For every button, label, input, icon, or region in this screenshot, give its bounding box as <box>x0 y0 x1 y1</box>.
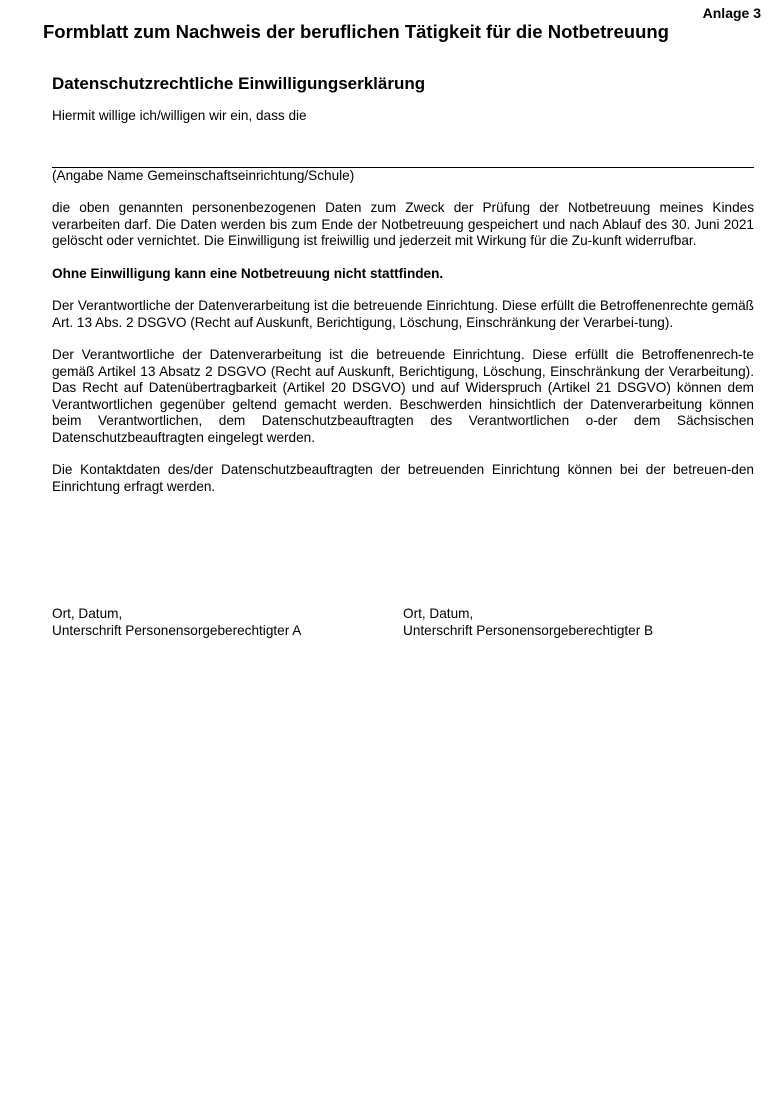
place-date-label: Ort, Datum, <box>52 606 123 621</box>
annex-label: Anlage 3 <box>702 5 761 21</box>
paragraph-controller-rights: Der Verantwortliche der Datenverarbeitung ist die betreuende Einrichtung. Diese erfüllt die Betroffenenrech-te gemäß Artikel 13 Absatz 2 DSGVO (Recht auf Auskunft, Berichtigung, Löschung, Einschränkung der Verarbeitung). Das Recht auf Datenübertragbarkeit (Artikel 20 DSGVO) und auf Widerspruch (Artikel 21 DSGVO) können dem Verantwortlichen gegenüber geltend gemacht werden. Beschwerden hinsichtlich der Datenverarbeitung können beim Verantwortlichen, dem Datenschutzbeauftragten des Verantwortlichen o-der dem Sächsischen Datenschutzbeauftragten eingelegt werden. <box>52 347 754 445</box>
signature-row <box>52 605 754 639</box>
paragraph-contact: Die Kontaktdaten des/der Datenschutzbeauftragten der betreuenden Einrichtung können bei der betreuen-den Einrichtung erfragt werden. <box>52 462 754 494</box>
signature-block-b[interactable] <box>403 605 754 639</box>
section-title: Datenschutzrechtliche Einwilligungserklärung <box>52 74 426 93</box>
consent-section <box>52 74 754 495</box>
intro-text: Hiermit willige ich/willigen wir ein, dass die <box>52 108 307 123</box>
form-title: Formblatt zum Nachweis der beruflichen Tätigkeit für die Notbetreuung <box>43 21 669 42</box>
field-caption: (Angabe Name Gemeinschaftseinrichtung/Schule) <box>52 167 355 183</box>
paragraph-controller-short: Der Verantwortliche der Datenverarbeitung ist die betreuende Einrichtung. Diese erfüllt die Betroffenenrechte gemäß Art. 13 Abs. 2 DSGVO (Recht auf Auskunft, Berichtigung, Löschung, Einschränkung der Verarbei-tung). <box>52 298 754 330</box>
paragraph-required-notice: Ohne Einwilligung kann eine Notbetreuung nicht stattfinden. <box>52 265 444 281</box>
signature-label: Unterschrift Personensorgeberechtigter A <box>52 623 302 638</box>
paragraph-purpose: die oben genannten personenbezogenen Daten zum Zweck der Prüfung der Notbetreuung meines Kindes verarbeiten darf. Die Daten werden bis zum Ende der Notbetreuung gespeichert und nach Ablauf des 30. Juni 2021 gelöscht oder vernichtet. Die Einwilligung ist freiwillig und jederzeit mit Wirkung für die Zu-kunft widerrufbar. <box>52 200 754 248</box>
signature-block-a[interactable] <box>52 605 403 639</box>
place-date-label: Ort, Datum, <box>403 606 474 621</box>
signature-label: Unterschrift Personensorgeberechtigter B <box>403 623 654 638</box>
